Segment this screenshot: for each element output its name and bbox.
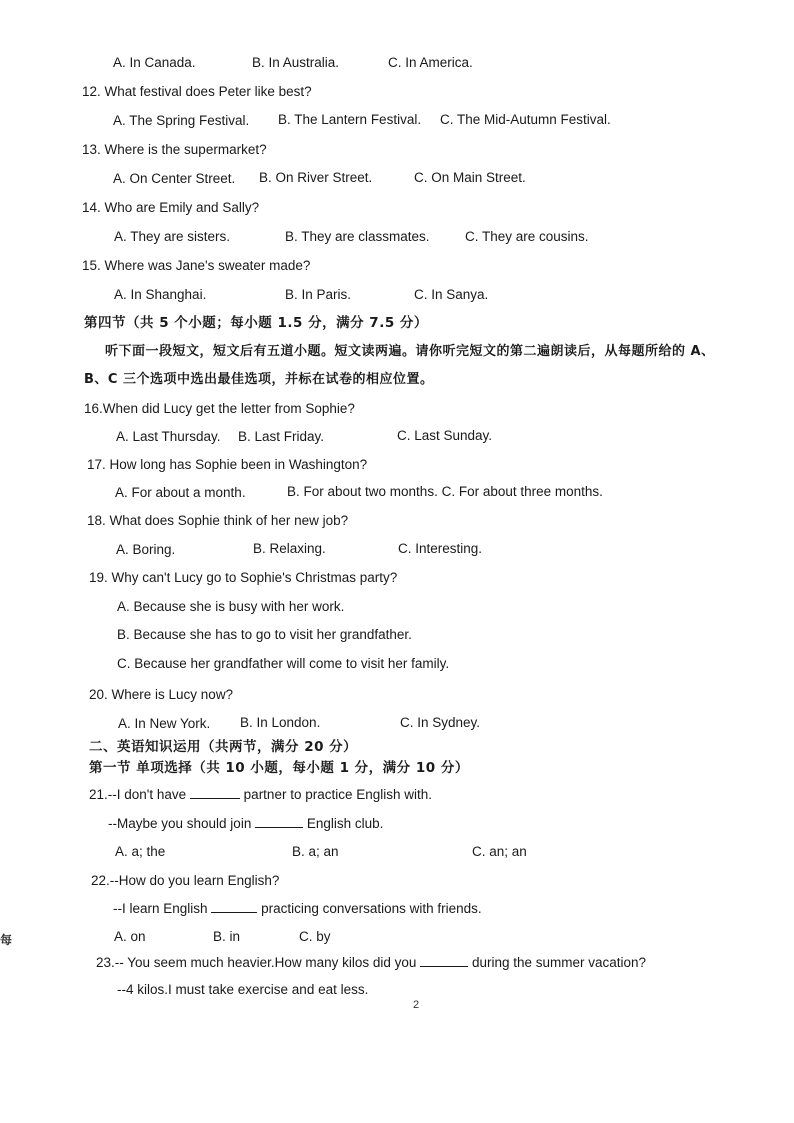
q23-line1 (96, 954, 646, 972)
q15-option-b: B. In Paris. (285, 287, 352, 302)
q12-option-b: B. The Lantern Festival. (278, 112, 422, 127)
q18-option-a: A. Boring. (116, 542, 176, 557)
q23-blank (420, 954, 468, 967)
q12-question: 12. What festival does Peter like best? (82, 84, 312, 99)
q23-line1-pre: 23.-- You seem much heavier.How many kilos did you (96, 955, 417, 970)
q11-option-c: C. In America. (388, 55, 473, 70)
margin-character: 每 (0, 933, 13, 947)
q17-option-bc: B. For about two months. C. For about three months. (287, 484, 603, 499)
q22-line2-post: practicing conversations with friends. (261, 901, 482, 916)
q22-blank (211, 900, 257, 913)
q20-option-a: A. In New York. (118, 716, 211, 731)
q21-blank1 (190, 786, 240, 799)
q21-line1-post: partner to practice English with. (243, 787, 433, 802)
part2-section1-title: 第一节 单项选择（共 10 小题，每小题 1 分，满分 10 分） (89, 760, 469, 776)
q18-option-c: C. Interesting. (398, 541, 483, 556)
q22-option-a: A. on (114, 929, 146, 944)
q13-question: 13. Where is the supermarket? (82, 142, 267, 157)
q21-option-a: A. a; the (115, 844, 166, 859)
q18-question: 18. What does Sophie think of her new job? (87, 513, 349, 528)
q15-option-c: C. In Sanya. (414, 287, 489, 302)
page-number: 2 (413, 999, 420, 1011)
q22-option-b: B. in (213, 929, 241, 944)
q12-option-a: A. The Spring Festival. (113, 113, 250, 128)
q21-option-b: B. a; an (292, 844, 339, 859)
q22-line2-pre: --I learn English (113, 901, 208, 916)
q17-question: 17. How long has Sophie been in Washington? (87, 457, 368, 472)
q13-option-b: B. On River Street. (259, 170, 373, 185)
q17-option-a: A. For about a month. (115, 485, 246, 500)
q16-option-b: B. Last Friday. (238, 429, 325, 444)
q19-question: 19. Why can't Lucy go to Sophie's Christmas party? (89, 570, 398, 585)
section4-title: 第四节（共 5 个小题；每小题 1.5 分，满分 7.5 分） (84, 315, 428, 331)
q21-line2-pre: --Maybe you should join (108, 816, 252, 831)
section4-instruction-line2: B、C 三个选项中选出最佳选项，并标在试卷的相应位置。 (84, 372, 434, 387)
q11-option-a: A. In Canada. (113, 55, 196, 70)
q15-question: 15. Where was Jane's sweater made? (82, 258, 311, 273)
q16-question: 16.When did Lucy get the letter from Sophie? (84, 401, 355, 416)
q21-line1-pre: 21.--I don't have (89, 787, 187, 802)
q21-line2-post: English club. (306, 816, 384, 831)
q22-option-c: C. by (299, 929, 331, 944)
q14-option-a: A. They are sisters. (114, 229, 231, 244)
q21-line2 (108, 815, 383, 833)
q14-option-c: C. They are cousins. (465, 229, 589, 244)
section4-instruction-line1: 听下面一段短文，短文后有五道小题。短文读两遍。请你听完短文的第二遍朗读后，从每题所给的 A、 (105, 344, 715, 359)
q20-question: 20. Where is Lucy now? (89, 687, 234, 702)
q14-question: 14. Who are Emily and Sally? (82, 200, 260, 215)
q23-line2: --4 kilos.I must take exercise and eat less. (117, 982, 369, 997)
q21-blank2 (255, 815, 303, 828)
q19-option-c: C. Because her grandfather will come to visit her family. (117, 656, 450, 671)
q11-option-b: B. In Australia. (252, 55, 340, 70)
q20-option-b: B. In London. (240, 715, 321, 730)
q18-option-b: B. Relaxing. (253, 541, 326, 556)
q12-option-c: C. The Mid-Autumn Festival. (440, 112, 611, 127)
q16-option-a: A. Last Thursday. (116, 429, 221, 444)
q23-line1-post: during the summer vacation? (471, 955, 647, 970)
q19-option-b: B. Because she has to go to visit her grandfather. (117, 627, 412, 642)
q21-option-c: C. an; an (472, 844, 527, 859)
q13-option-a: A. On Center Street. (113, 171, 236, 186)
q14-option-b: B. They are classmates. (285, 229, 430, 244)
q22-line2 (113, 900, 482, 918)
q13-option-c: C. On Main Street. (414, 170, 526, 185)
q15-option-a: A. In Shanghai. (114, 287, 207, 302)
q22-question: 22.--How do you learn English? (91, 873, 280, 888)
q16-option-c: C. Last Sunday. (397, 428, 493, 443)
q20-option-c: C. In Sydney. (400, 715, 481, 730)
part2-title: 二、英语知识运用（共两节，满分 20 分） (89, 739, 358, 755)
q19-option-a: A. Because she is busy with her work. (117, 599, 345, 614)
q21-line1 (89, 786, 432, 804)
